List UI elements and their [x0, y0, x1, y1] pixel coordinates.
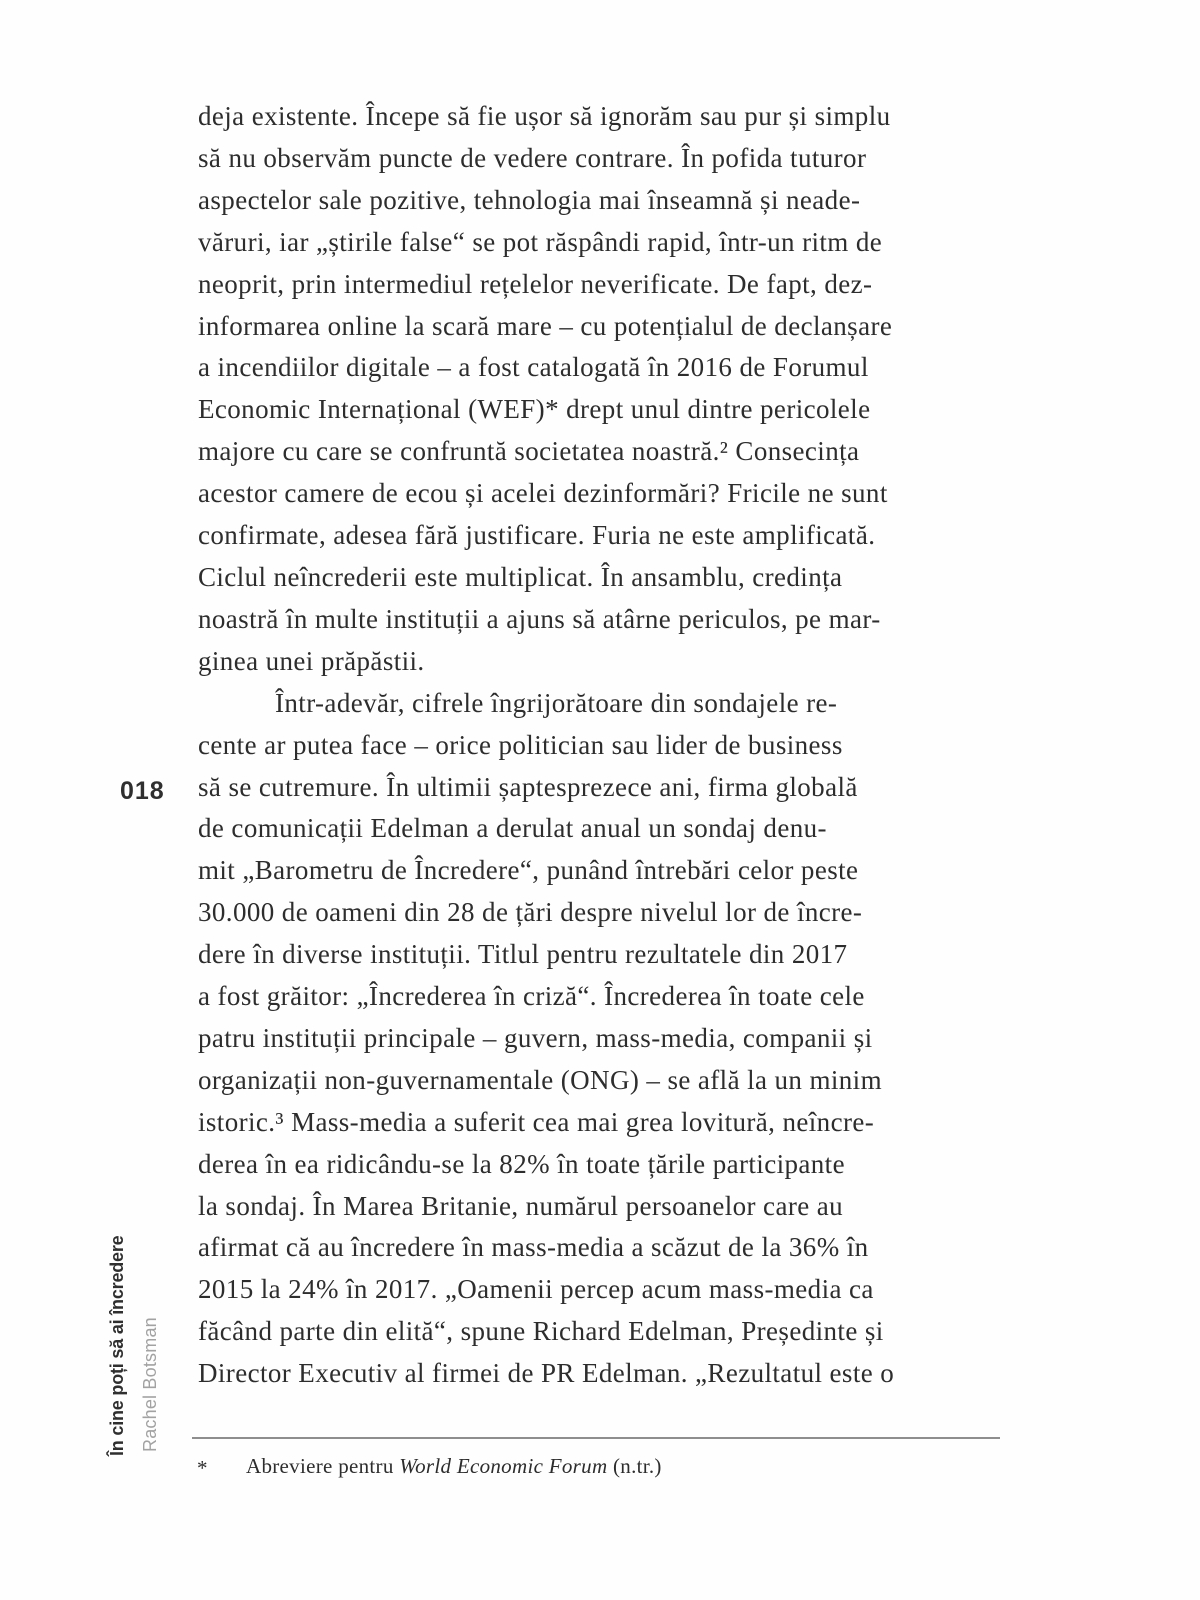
text-line: a fost grăitor: „Încrederea în criză“. Încrederea în toate cele [198, 981, 865, 1012]
text-line: văruri, iar „știrile false“ se pot răspândi rapid, într-un ritm de [198, 226, 883, 257]
text-line: Ciclul neîncrederii este multiplicat. În ansamblu, credința [198, 561, 843, 592]
text-line: derea în ea ridicându-se la 82% în toate țările participante [198, 1148, 845, 1179]
spine-book-title: În cine poți să ai încredere [107, 1235, 127, 1456]
footnote-text [246, 1453, 662, 1479]
text-line: informarea online la scară mare – cu potențialul de declanșare [198, 310, 893, 341]
text-line: acestor camere de ecou și acelei dezinformări? Fricile ne sunt [198, 478, 888, 509]
text-line: confirmate, adesea fără justificare. Furia ne este amplificată. [198, 520, 876, 551]
footnote-text-prefix: Abreviere pentru [246, 1454, 400, 1478]
text-line: majore cu care se confruntă societatea noastră.² Consecința [198, 436, 860, 467]
text-line: cente ar putea face – orice politician sau lider de business [198, 729, 843, 760]
text-line: Director Executiv al firmei de PR Edelman. „Rezultatul este o [198, 1358, 895, 1389]
text-line: să nu observăm puncte de vedere contrare. În pofida tuturor [198, 142, 867, 173]
text-line: a incendiilor digitale – a fost catalogată în 2016 de Forumul [198, 352, 869, 383]
text-line: aspectelor sale pozitive, tehnologia mai înseamnă și neade- [198, 184, 861, 215]
spine-author-name: Rachel Botsman [140, 1317, 160, 1452]
text-line: Economic Internațional (WEF)* drept unul dintre pericolele [198, 394, 871, 425]
text-line: istoric.³ Mass-media a suferit cea mai grea lovitură, neîncre- [198, 1106, 875, 1137]
footnote-text-italic: World Economic Forum [399, 1454, 608, 1478]
text-line: dere în diverse instituții. Titlul pentru rezultatele din 2017 [198, 939, 848, 970]
text-line: organizații non-guvernamentale (ONG) – se află la un minim [198, 1064, 882, 1095]
footnote-text-suffix: (n.tr.) [607, 1454, 662, 1478]
page-number: 018 [120, 777, 165, 805]
text-line: neoprit, prin intermediul rețelelor neverificate. De fapt, dez- [198, 268, 873, 299]
paragraph-2 [198, 683, 894, 1395]
text-line: Într-adevăr, cifrele îngrijorătoare din sondajele re- [275, 687, 838, 718]
text-line: mit „Barometru de Încredere“, punând întrebări celor peste [198, 855, 859, 886]
text-line: să se cutremure. În ultimii șaptesprezece ani, firma globală [198, 771, 858, 802]
footnote-marker: * [197, 1456, 208, 1480]
footnote-divider [192, 1437, 1000, 1439]
text-line: la sondaj. În Marea Britanie, numărul persoanelor care au [198, 1190, 844, 1221]
text-line: patru instituții principale – guvern, mass-media, companii și [198, 1022, 873, 1053]
text-line: ginea unei prăpăstii. [198, 645, 425, 676]
text-line: de comunicații Edelman a derulat anual un sondaj denu- [198, 813, 827, 844]
text-line: făcând parte din elită“, spune Richard Edelman, Președinte și [198, 1316, 884, 1347]
paragraph-1 [198, 96, 894, 683]
text-line: 30.000 de oameni din 28 de țări despre nivelul lor de încre- [198, 897, 863, 928]
text-line: noastră în multe instituții a ajuns să atârne periculos, pe mar- [198, 603, 881, 634]
body-text [198, 96, 894, 1395]
text-line: deja existente. Începe să fie ușor să ignorăm sau pur și simplu [198, 101, 891, 131]
text-line: afirmat că au încredere în mass-media a scăzut de la 36% în [198, 1232, 869, 1263]
text-line: 2015 la 24% în 2017. „Oamenii percep acum mass-media ca [198, 1274, 874, 1305]
